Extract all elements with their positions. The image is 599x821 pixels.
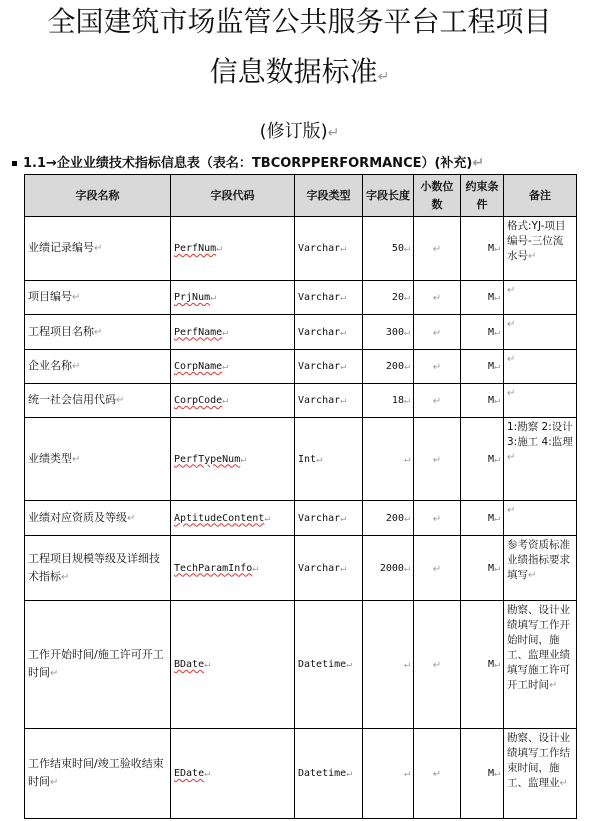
paragraph-mark-icon: ↵ <box>127 512 136 524</box>
document-title-line2: 信息数据标准↵ <box>209 55 390 88</box>
field-length-cell-text: 2000 <box>379 562 404 574</box>
field-length-cell <box>363 315 414 350</box>
paragraph-mark-icon: ↵ <box>340 562 347 574</box>
paragraph-mark-icon: ↵ <box>94 243 103 254</box>
paragraph-mark-icon: ↵ <box>116 395 125 406</box>
field-name-cell-text: 工作开始时间/施工许可开工时间 <box>28 648 164 679</box>
paragraph-mark-icon: ↵ <box>216 243 223 254</box>
field-name-cell-text: 业绩记录编号 <box>28 241 94 254</box>
paragraph-mark-icon: ↵ <box>403 768 410 779</box>
paragraph-mark-icon: ↵ <box>403 292 410 303</box>
field-name-cell-text: 工程项目名称 <box>28 324 94 338</box>
constraint-cell-text: M <box>487 292 494 303</box>
note-cell <box>504 384 577 418</box>
paragraph-mark-icon: ↵ <box>210 292 217 303</box>
section-heading: 1.1→企业业绩技术指标信息表（表名：TBCORPPERFORMANCE）(补充)↵ <box>12 154 597 173</box>
field-name-cell <box>25 350 171 384</box>
paragraph-mark-icon: ↵ <box>72 361 81 372</box>
field-name-cell-text: 统一社会信用代码 <box>28 393 116 406</box>
decimal-places-cell <box>414 217 461 281</box>
note-cell <box>504 501 577 536</box>
field-type-cell <box>295 729 363 819</box>
field-code-cell <box>171 601 295 729</box>
paragraph-mark-icon: ↵ <box>432 327 442 339</box>
field-code-cell <box>171 536 295 601</box>
field-type-cell-text: Int <box>298 453 317 465</box>
paragraph-mark-icon: ↵ <box>222 395 229 406</box>
field-code-cell <box>171 418 295 501</box>
note-cell-text: 格式:YJ-项目编号-三位流水号 <box>507 220 566 262</box>
paragraph-mark-icon: ↵ <box>432 513 442 525</box>
decimal-places-cell <box>414 315 461 350</box>
bullet-icon <box>12 161 17 166</box>
constraint-cell-text: M <box>487 768 494 779</box>
constraint-cell-text: M <box>487 659 494 670</box>
field-length-cell-text: 200 <box>385 512 404 524</box>
paragraph-mark-icon: ↵ <box>507 505 516 516</box>
field-length-cell <box>363 384 414 418</box>
field-code-cell-text: PerfTypeNum <box>174 453 241 465</box>
paragraph-mark-icon: ↵ <box>507 354 516 365</box>
constraint-cell <box>461 315 504 350</box>
field-code-cell-text: PrjNum <box>174 292 211 303</box>
paragraph-mark-icon: ↵ <box>240 453 247 465</box>
field-length-cell <box>363 729 414 819</box>
paragraph-mark-icon: ↵ <box>432 396 442 407</box>
field-name-cell-text: 企业名称 <box>28 359 72 372</box>
paragraph-mark-icon: ↵ <box>340 512 347 524</box>
field-name-cell <box>25 281 171 315</box>
field-name-cell-text: 业绩对应资质及等级 <box>28 510 127 524</box>
field-type-cell <box>295 418 363 501</box>
paragraph-mark-icon: ↵ <box>493 361 500 372</box>
note-cell-text: 参考资质标准业绩指标要求填写 <box>507 539 570 581</box>
paragraph-mark-icon: ↵ <box>340 361 347 372</box>
field-length-cell <box>363 350 414 384</box>
field-name-cell-text: 工程项目规模等级及详细技术指标 <box>28 551 160 583</box>
paragraph-mark-icon: ↵ <box>94 326 103 338</box>
paragraph-mark-icon: ↵ <box>204 768 211 779</box>
paragraph-mark-icon: ↵ <box>346 659 353 670</box>
paragraph-mark-icon: ↵ <box>432 293 442 304</box>
field-length-cell <box>363 418 414 501</box>
constraint-cell-text: M <box>487 562 494 574</box>
constraint-cell <box>461 217 504 281</box>
paragraph-mark-icon: ↵ <box>72 453 81 465</box>
field-type-cell-text: Varchar <box>298 395 341 406</box>
constraint-cell-text: M <box>487 361 494 372</box>
field-name-cell <box>25 315 171 350</box>
header-field-code: 字段代码 <box>171 175 295 217</box>
table-row <box>25 281 577 315</box>
decimal-places-cell <box>414 601 461 729</box>
header-decimal-places: 小数位数 <box>414 175 461 217</box>
constraint-cell-text: M <box>487 326 494 338</box>
header-field-type: 字段类型 <box>295 175 363 217</box>
field-code-cell-text: EDate <box>174 768 205 779</box>
field-code-cell-text: AptitudeContent <box>174 512 265 524</box>
constraint-cell-text: M <box>487 395 494 406</box>
decimal-places-cell <box>414 281 461 315</box>
field-name-cell <box>25 536 171 601</box>
paragraph-mark-icon: ↵ <box>507 452 516 463</box>
header-field-length: 字段长度 <box>363 175 414 217</box>
paragraph-mark-icon: ↵ <box>432 362 442 373</box>
paragraph-mark-icon: ↵ <box>403 659 410 670</box>
paragraph-mark-icon: ↵ <box>222 361 229 372</box>
document-subtitle: (修订版)↵ <box>259 121 340 142</box>
field-length-cell-text: 20 <box>391 292 404 303</box>
table-row <box>25 536 577 601</box>
field-code-cell-text: CorpName <box>174 361 223 372</box>
note-cell <box>504 217 577 281</box>
paragraph-mark-icon: ↵ <box>493 326 500 338</box>
table-row <box>25 384 577 418</box>
field-type-cell-text: Varchar <box>298 292 341 303</box>
paragraph-mark-icon: ↵ <box>403 562 410 574</box>
field-type-cell <box>295 315 363 350</box>
field-name-cell-text: 项目编号 <box>28 290 72 303</box>
paragraph-mark-icon: ↵ <box>327 125 340 141</box>
paragraph-mark-icon: ↵ <box>50 777 59 788</box>
field-code-cell <box>171 350 295 384</box>
paragraph-mark-icon: ↵ <box>403 395 410 406</box>
paragraph-mark-icon: ↵ <box>493 395 500 406</box>
field-name-cell <box>25 217 171 281</box>
field-length-cell-text: 18 <box>391 395 404 406</box>
constraint-cell <box>461 501 504 536</box>
paragraph-mark-icon: ↵ <box>61 571 70 583</box>
paragraph-mark-icon: ↵ <box>403 512 410 524</box>
decimal-places-cell <box>414 501 461 536</box>
constraint-cell-text: M <box>487 243 494 254</box>
field-type-cell <box>295 281 363 315</box>
document-title-line1: 全国建筑市场监管公共服务平台工程项目 <box>47 5 552 38</box>
field-type-cell <box>295 501 363 536</box>
paragraph-mark-icon: ↵ <box>528 251 537 262</box>
field-code-cell <box>171 281 295 315</box>
note-cell <box>504 350 577 384</box>
note-cell <box>504 601 577 729</box>
header-field-name: 字段名称 <box>25 175 171 217</box>
note-cell <box>504 536 577 601</box>
paragraph-mark-icon: ↵ <box>403 361 410 372</box>
paragraph-mark-icon: ↵ <box>222 326 229 338</box>
field-type-cell <box>295 601 363 729</box>
table-row <box>25 501 577 536</box>
note-cell <box>504 281 577 315</box>
paragraph-mark-icon: ↵ <box>432 660 442 671</box>
paragraph-mark-icon: ↵ <box>346 768 353 779</box>
table-row <box>25 729 577 819</box>
note-cell-text: 勘察、设计业绩填写工作结束时间，施工、监理业 <box>507 732 570 789</box>
constraint-cell <box>461 281 504 315</box>
paragraph-mark-icon: ↵ <box>252 562 259 574</box>
field-code-cell <box>171 384 295 418</box>
field-type-cell-text: Varchar <box>298 326 341 338</box>
note-cell-text: 1:勘察 2:设计 3:施工 4:监理 <box>507 421 573 448</box>
table-row <box>25 315 577 350</box>
paragraph-mark-icon: ↵ <box>340 292 347 303</box>
paragraph-mark-icon: ↵ <box>528 570 537 581</box>
constraint-cell <box>461 350 504 384</box>
field-code-cell-text: BDate <box>174 659 205 670</box>
paragraph-mark-icon: ↵ <box>204 659 211 670</box>
paragraph-mark-icon: ↵ <box>340 326 347 338</box>
field-length-cell-text: 50 <box>391 243 404 254</box>
table-row <box>25 418 577 501</box>
note-cell <box>504 729 577 819</box>
paragraph-mark-icon: ↵ <box>432 769 442 780</box>
paragraph-mark-icon: ↵ <box>403 453 410 465</box>
paragraph-mark-icon: ↵ <box>264 512 271 524</box>
decimal-places-cell <box>414 536 461 601</box>
field-name-cell <box>25 501 171 536</box>
paragraph-mark-icon: ↵ <box>493 453 500 465</box>
paragraph-mark-icon: ↵ <box>493 659 500 670</box>
field-type-cell-text: Varchar <box>298 562 341 574</box>
paragraph-mark-icon: ↵ <box>340 395 347 406</box>
paragraph-mark-icon: ↵ <box>549 680 558 691</box>
note-cell <box>504 315 577 350</box>
field-type-cell <box>295 217 363 281</box>
paragraph-mark-icon: ↵ <box>72 292 81 303</box>
field-type-cell <box>295 350 363 384</box>
decimal-places-cell <box>414 418 461 501</box>
decimal-places-cell <box>414 384 461 418</box>
paragraph-mark-icon: ↵ <box>472 155 485 171</box>
table-row <box>25 601 577 729</box>
field-type-cell-text: Varchar <box>298 243 341 254</box>
header-note: 备注 <box>504 175 577 217</box>
field-name-cell <box>25 601 171 729</box>
field-length-cell <box>363 601 414 729</box>
field-length-cell <box>363 281 414 315</box>
constraint-cell-text: M <box>487 453 494 465</box>
field-type-cell-text: Datetime <box>298 659 347 670</box>
paragraph-mark-icon: ↵ <box>403 243 410 254</box>
field-code-cell-text: PerfNum <box>174 243 217 254</box>
paragraph-mark-icon: ↵ <box>403 326 410 338</box>
paragraph-mark-icon: ↵ <box>432 454 442 466</box>
note-cell-text: 勘察、设计业绩填写工作开始时间，施工、监理业绩填写施工许可开工时间 <box>507 604 570 691</box>
decimal-places-cell <box>414 729 461 819</box>
table-row <box>25 350 577 384</box>
field-length-cell <box>363 536 414 601</box>
paragraph-mark-icon: ↵ <box>432 244 442 255</box>
constraint-cell <box>461 384 504 418</box>
field-type-cell <box>295 536 363 601</box>
field-type-cell-text: Varchar <box>298 361 341 372</box>
paragraph-mark-icon: ↵ <box>507 319 516 330</box>
field-code-cell <box>171 501 295 536</box>
paragraph-mark-icon: ↵ <box>493 512 500 524</box>
field-code-cell <box>171 729 295 819</box>
field-length-cell-text: 300 <box>385 326 404 338</box>
paragraph-mark-icon: ↵ <box>316 453 323 465</box>
field-name-cell <box>25 729 171 819</box>
field-type-cell-text: Varchar <box>298 512 341 524</box>
field-type-cell <box>295 384 363 418</box>
paragraph-mark-icon: ↵ <box>559 778 568 789</box>
decimal-places-cell <box>414 350 461 384</box>
field-length-cell-text: 200 <box>385 361 404 372</box>
note-cell <box>504 418 577 501</box>
field-name-cell-text: 工作结束时间/竣工验收结束时间 <box>28 757 164 788</box>
paragraph-mark-icon: ↵ <box>507 285 516 296</box>
field-length-cell <box>363 217 414 281</box>
field-name-cell <box>25 418 171 501</box>
constraint-cell <box>461 536 504 601</box>
field-code-cell-text: PerfName <box>174 326 223 338</box>
paragraph-mark-icon: ↵ <box>493 292 500 303</box>
field-length-cell <box>363 501 414 536</box>
paragraph-mark-icon: ↵ <box>493 562 500 574</box>
constraint-cell <box>461 601 504 729</box>
table-row <box>25 217 577 281</box>
field-name-cell-text: 业绩类型 <box>28 451 72 465</box>
paragraph-mark-icon: ↵ <box>340 243 347 254</box>
paragraph-mark-icon: ↵ <box>507 388 516 399</box>
field-code-cell <box>171 217 295 281</box>
field-code-cell <box>171 315 295 350</box>
header-constraint: 约束条件 <box>461 175 504 217</box>
paragraph-mark-icon: ↵ <box>432 563 442 575</box>
field-code-cell-text: CorpCode <box>174 395 223 406</box>
paragraph-mark-icon: ↵ <box>493 768 500 779</box>
field-code-cell-text: TechParamInfo <box>174 562 253 574</box>
constraint-cell <box>461 729 504 819</box>
field-table <box>24 174 577 819</box>
field-name-cell <box>25 384 171 418</box>
table-header-row <box>25 175 577 217</box>
field-type-cell-text: Datetime <box>298 768 347 779</box>
paragraph-mark-icon: ↵ <box>493 243 500 254</box>
paragraph-mark-icon: ↵ <box>377 69 390 85</box>
constraint-cell-text: M <box>487 512 494 524</box>
paragraph-mark-icon: ↵ <box>50 668 59 679</box>
constraint-cell <box>461 418 504 501</box>
